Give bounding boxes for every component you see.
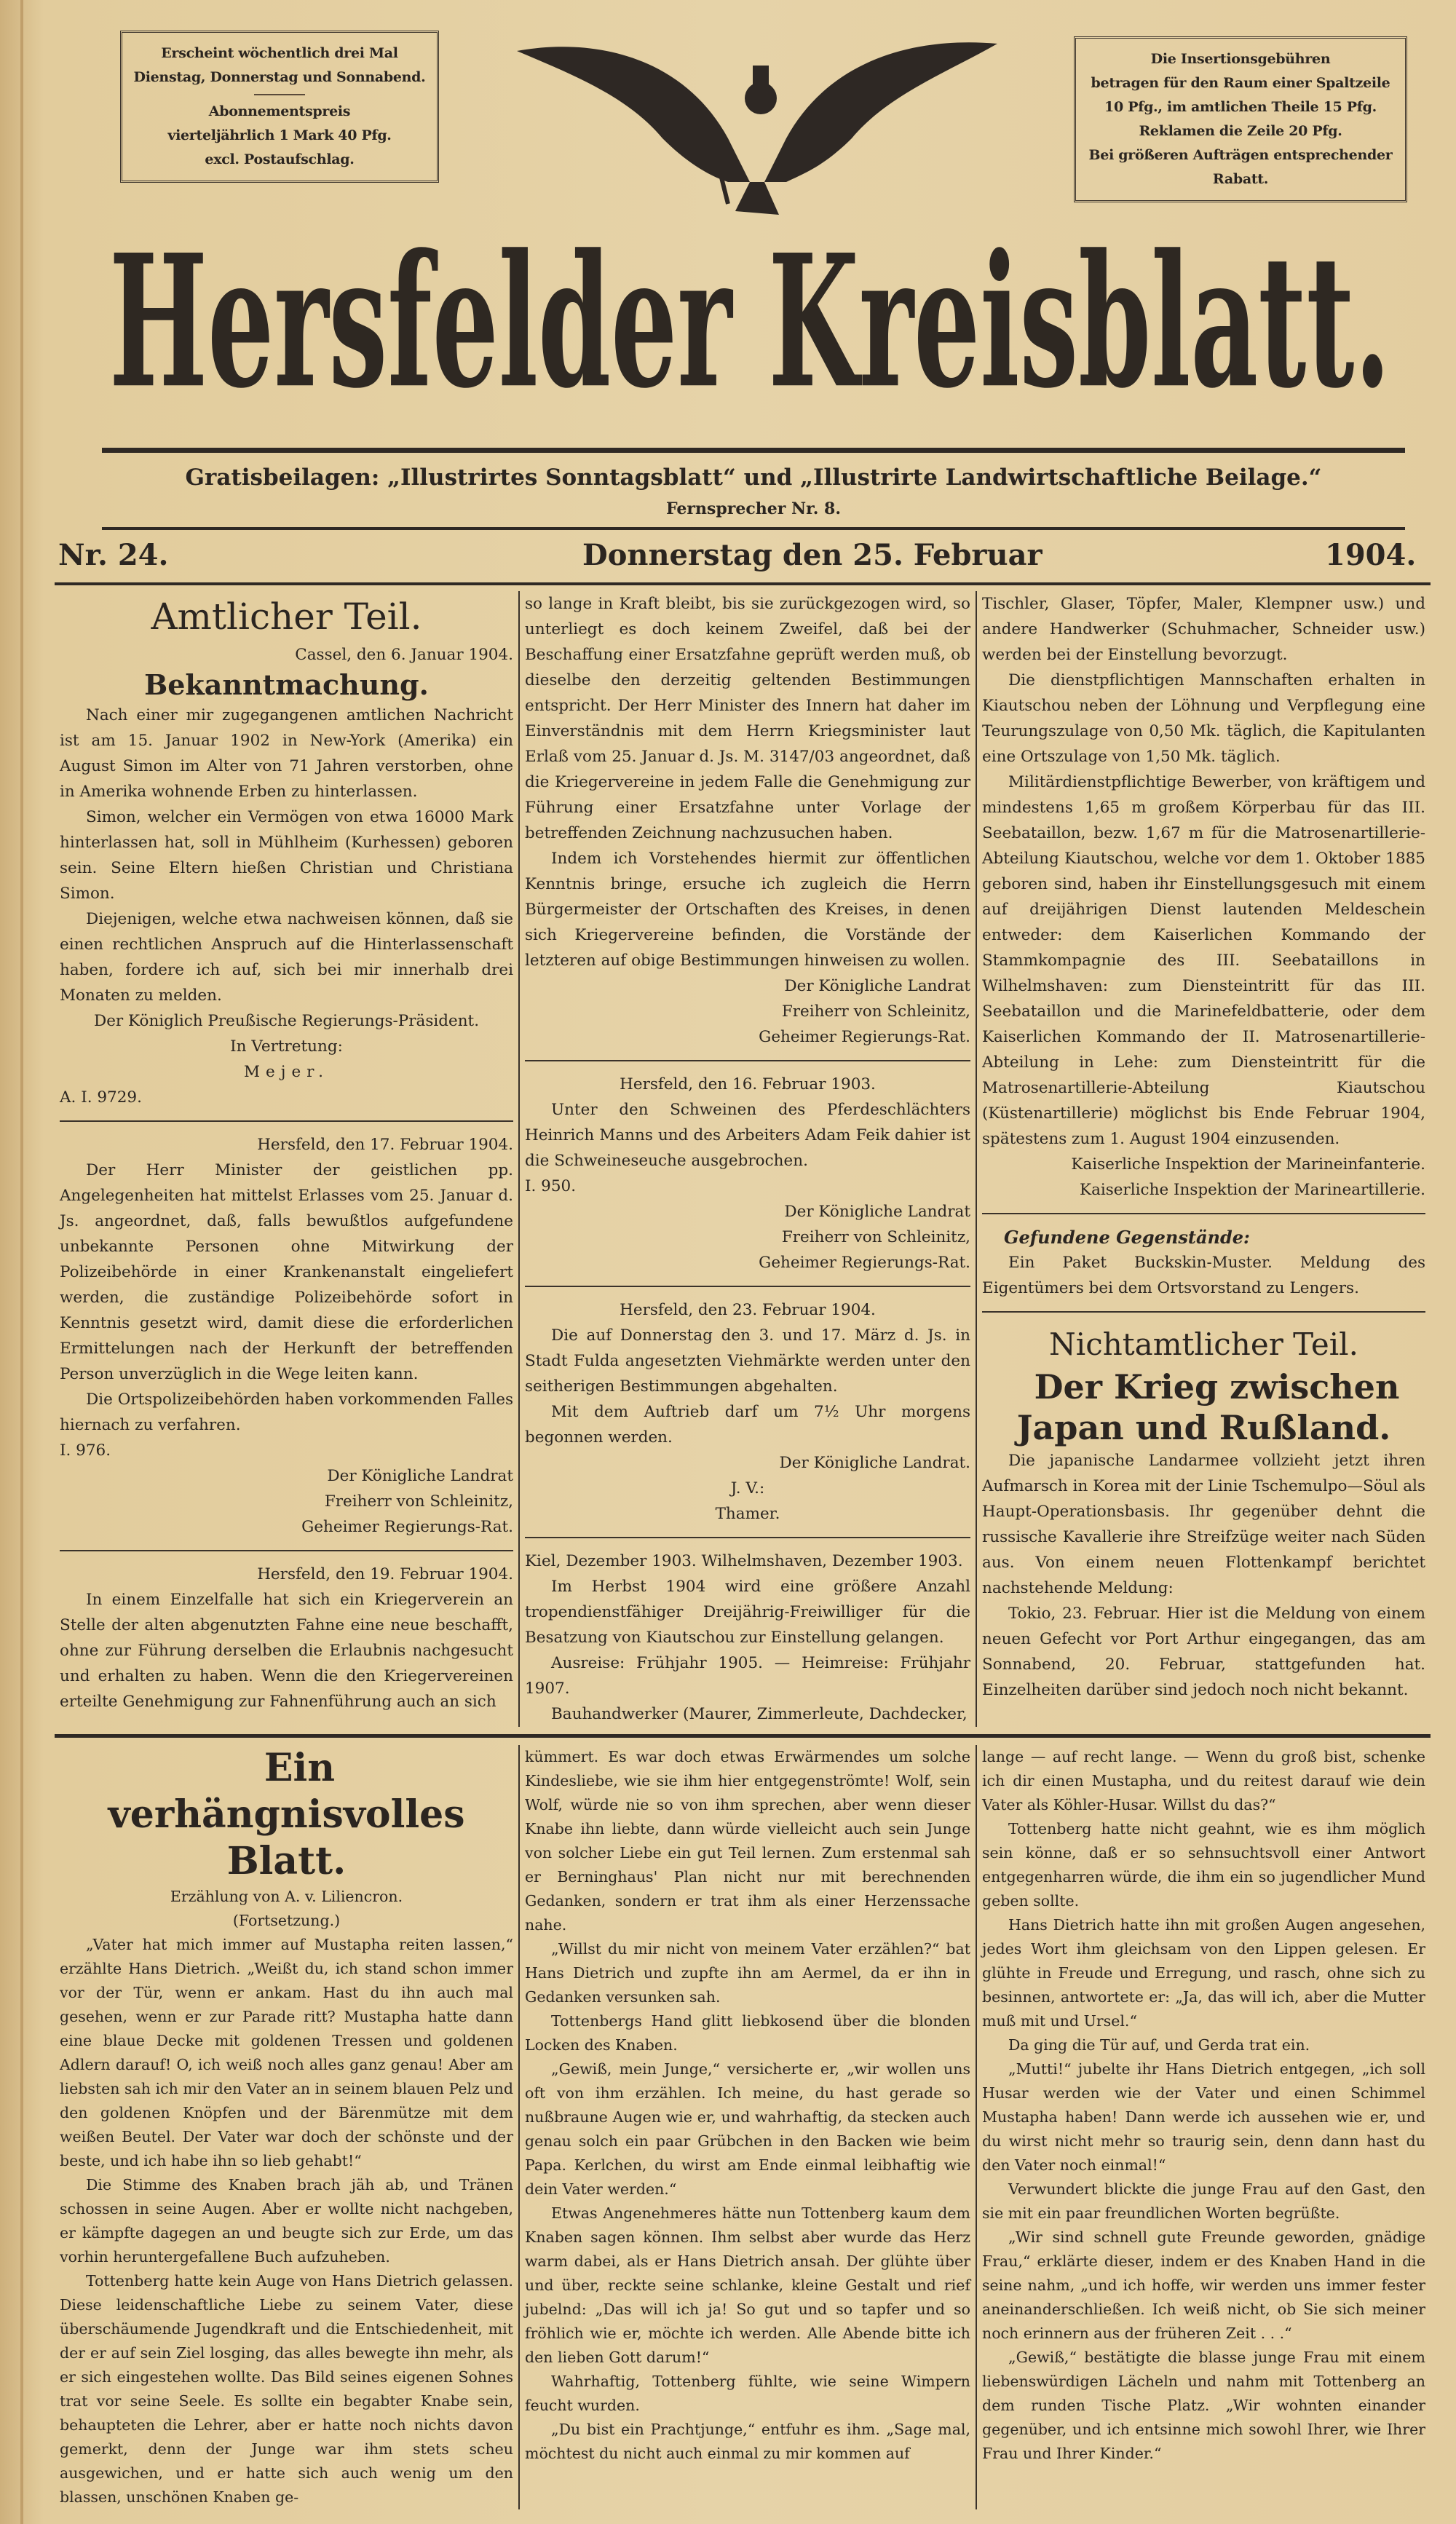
paragraph: Tottenberg hatte nicht geahnt, wie es ihm möglich sein könne, daß er so sehnsuchtsvoll einer Antwort entgegenharren würde, die ihm ein so jugendlicher Mund geben sollte. [982, 1820, 1425, 1910]
signature: Der Königliche Landrat [784, 977, 970, 995]
paragraph: Im Herbst 1904 wird eine größere Anzahl tropendienstfähiger Dreijährig-Freiwilliger für die Besatzung von Kiautschou zur Einstellung gelangen. [525, 1578, 970, 1647]
signature: Kaiserliche Inspektion der Marineartillerie. [1080, 1181, 1425, 1199]
official-column-2 [518, 591, 976, 1727]
box-line: Bei größeren Aufträgen entsprechender [1088, 147, 1393, 163]
signature: Mejer. [244, 1063, 329, 1081]
paragraph: In einem Einzelfalle hat sich ein Kriegerverein an Stelle der alten abgenutzten Fahne eine neue beschafft, ohne zur Führung derselben die Erlaubnis nachgesucht und erhalten zu haben. Wenn die den Kriegervereinen erteilte Genehmigung zur Fahnenführung auch an sich [60, 1591, 513, 1711]
newspaper-title: Hersfelder Kreisblatt. [109, 215, 1391, 430]
paragraph: Ausreise: Frühjahr 1905. — Heimreise: Frühjahr 1907. [525, 1654, 970, 1698]
paragraph: so lange in Kraft bleibt, bis sie zurückgezogen wird, so unterliegt es doch keinem Zweifel, daß bei der Beschaffung einer Ersatzfahne geprüft werden muß, ob dieselbe den derzeitig geltenden Bestimmungen entspricht. Der Herr Minister des Innern hat daher im Einverständnis mit dem Herrn Kriegsminister laut Erlaß vom 25. Januar d. Js. M. 3147/03 angeordnet, daß die Kriegervereine in jedem Falle die Genehmigung zur Führung einer Ersatzfahne unter Vorlage der betreffenden Zeichnung nachzusuchen haben. [525, 595, 970, 842]
box-line: excl. Postaufschlag. [205, 151, 355, 167]
found-items-heading: Gefundene Gegenstände: [1004, 1227, 1250, 1248]
paragraph: Bauhandwerker (Maurer, Zimmerleute, Dachdecker, [551, 1705, 968, 1723]
divider [60, 1550, 513, 1551]
box-line: Abonnementspreis [208, 103, 351, 119]
page-body [55, 0, 1431, 2524]
signature: Der Königliche Landrat [784, 1203, 970, 1221]
paragraph: Tischler, Glaser, Töpfer, Maler, Klempner usw.) und andere Handwerker (Schuhmacher, Schneider usw.) werden bei der Einstellung bevorzugt. [982, 595, 1425, 664]
divider [982, 1311, 1425, 1313]
news-column [976, 591, 1431, 1727]
signature: Freiherr von Schleinitz, [781, 1228, 970, 1246]
box-line: Dienstag, Donnerstag und Sonnabend. [133, 69, 426, 85]
box-line: Reklamen die Zeile 20 Pfg. [1139, 123, 1342, 139]
upper-section [55, 591, 1431, 1727]
box-line: Die Insertionsgebühren [1150, 51, 1331, 67]
paragraph: Die auf Donnerstag den 3. und 17. März d. Js. in Stadt Fulda angesetzten Viehmärkte werden unter den seitherigen Bestimmungen abgehalten. [525, 1326, 970, 1396]
paragraph: Hans Dietrich hatte ihn mit großen Augen angesehen, jedes Wort ihm gleichsam von den Lippen gelesen. Er glühte in Freude und Erregung, und rasch, ohne sich zu besinnen, antwortete er: „Ja, das will ich, aber die Mutter muß mit und Ursel.“ [982, 1916, 1425, 2030]
signature: Geheimer Regierungs-Rat. [759, 1254, 970, 1272]
story-continuation: (Fortsetzung.) [232, 1912, 341, 1929]
issue-year: 1904. [1325, 538, 1417, 572]
box-line: Rabatt. [1212, 171, 1269, 187]
section-heading: Nichtamtlicher Teil. [1049, 1326, 1358, 1362]
dateline: Hersfeld, den 16. Februar 1903. [620, 1075, 876, 1093]
paragraph: „Gewiß,“ bestätigte die blasse junge Frau mit einem liebenswürdigen Lächeln und nahm mit Tottenberg an dem runden Tische Platz. „Wir wohnten einander gegenüber, und ich entsinne mich sowohl Ihrer, wie Ihrer Frau und Ihrer Kinder.“ [982, 2349, 1425, 2462]
notice-title: Bekanntmachung. [144, 668, 429, 701]
paragraph: kümmert. Es war doch etwas Erwärmendes um solche Kindesliebe, wie sie ihm hier entgegenströmte! Wolf, sein Wolf, würde nie so von ihm sprechen, aber wenn dieser Knabe ihn liebte, dann würde vielleicht auch sein Junge von solcher Liebe ein gut Teil lernen. Zum erstenmal sah er Berninghaus' Plan nicht nur mit berechnenden Gedanken, sondern er trat ihm als einer Herzenssache nahe. [525, 1748, 970, 1934]
paragraph: Tottenberg hatte kein Auge von Hans Dietrich gelassen. Diese leidenschaftliche Liebe zu seinem Vater, diese überschäumende Jugendkraft und die Entschiedenheit, mit der er auf sein Ziel losging, das alles bewegte ihn mehr, als er sich eingestehen wollte. Das Bild seines eigenen Sohnes trat vor seine Seele. Es sollte ein begabter Knabe sein, behaupteten die Lehrer, aber er hatte noch nichts davon gemerkt, denn der Junge war ihm stets scheu ausgewichen, und er hatte sich auch wenig um den blassen, unschönen Knaben ge- [60, 2272, 513, 2506]
signature: Freiherr von Schleinitz, [324, 1492, 513, 1511]
paragraph: Indem ich Vorstehendes hiermit zur öffentlichen Kenntnis bringe, ersuche ich zugleich die Herrn Bürgermeister der Ortschaften des Kreises, in denen sich Kriegervereine befinden, die Vorstände der letzteren auf obige Bestimmungen hinweisen zu wollen. [525, 850, 970, 970]
paragraph: Der Herr Minister der geistlichen pp. Angelegenheiten hat mittelst Erlasses vom 25. Januar d. Js. angeordnet, daß, falls bewußtlos aufgefundene unbekannte Personen ohne Mitwirkung der Polizeibehörde in einer Krankenanstalt eingeliefert werden, die zuständige Polizeibehörde sofort in Kenntnis gesetzt wird, damit diese die erforderlichen Ermittelungen nach der Herkunft der betreffenden Person unverzüglich in die Wege leiten kann. [60, 1161, 513, 1383]
paragraph: „Du bist ein Prachtjunge,“ entfuhr es ihm. „Sage mal, möchtest du nicht auch einmal zu mir kommen auf [525, 2421, 970, 2462]
official-column [55, 591, 518, 1727]
box-line: 10 Pfg., im amtlichen Theile 15 Pfg. [1104, 99, 1377, 115]
reference-number: A. I. 9729. [60, 1088, 142, 1107]
paragraph: Etwas Angenehmeres hätte nun Tottenberg kaum dem Knaben sagen können. Ihm selbst aber wurde das Herz warm dabei, als er Hans Dietrich ansah. Der glühte über und über, reckte seine schlanke, kleine Gestalt und rief jubelnd: „Das will ich ja! So gut und so tapfer und so fröhlich wie er, möchte ich werden. Alle Abende bitte ich den lieben Gott darum!“ [525, 2204, 970, 2366]
story-title: Ein verhängnisvolles Blatt. [108, 1746, 465, 1883]
signature: In Vertretung: [230, 1037, 343, 1056]
paragraph: „Wir sind schnell gute Freunde geworden, gnädige Frau,“ erklärte dieser, indem er des Knaben Hand in die seine nahm, „und ich hoffe, wir werden uns immer fester aneinanderschließen. Ich weiß nicht, ob Sie sich meiner noch erinnern aus der früheren Zeit . . .“ [982, 2228, 1425, 2342]
phone-number: Fernsprecher Nr. 8. [666, 499, 841, 518]
paragraph: Simon, welcher ein Vermögen von etwa 16000 Mark hinterlassen hat, soll in Mühlheim (Kurhessen) geboren sein. Seine Eltern hießen Christian und Christiana Simon. [60, 808, 513, 903]
issue-number: Nr. 24. [58, 538, 169, 572]
divider [55, 1734, 1431, 1738]
article-headline: Der Krieg zwischen Japan und Rußland. [1016, 1367, 1400, 1447]
paragraph: Die japanische Landarmee vollzieht jetzt ihren Aufmarsch in Korea mit der Linie Tschemulpo—Söul als Haupt-Operationsbasis. Ihr gegenüber dehnt die russische Kavallerie ihre Streifzüge weiter nach Süden aus. Von einem neuen Flottenkampf berichtet nachstehende Meldung: [982, 1452, 1425, 1597]
paragraph: Unter den Schweinen des Pferdeschlächters Heinrich Manns und des Arbeiters Adam Feik dahier ist die Schweineseuche ausgebrochen. [525, 1101, 970, 1170]
signature: Freiherr von Schleinitz, [781, 1002, 970, 1021]
serial-story-section [55, 1745, 1431, 2509]
paragraph: Die Ortspolizeibehörden haben vorkommenden Falles hiernach zu verfahren. [60, 1390, 513, 1434]
paragraph: lange — auf recht lange. — Wenn du groß bist, schenke ich dir einen Mustapha, und du reitest darauf wie dein Vater als Köhler-Husar. Willst du das?“ [982, 1748, 1425, 1813]
dateline: Hersfeld, den 17. Februar 1904. [257, 1136, 513, 1154]
signature: Der Königlich Preußische Regierungs-Präsident. [93, 1012, 480, 1030]
paragraph: Ein Paket Buckskin-Muster. Meldung des Eigentümers bei dem Ortsvorstand zu Lengers. [982, 1254, 1425, 1297]
signature: Thamer. [715, 1505, 780, 1523]
page-fold [20, 0, 23, 2524]
serial-story-column-1 [55, 1745, 518, 2509]
supplements-line: Gratisbeilagen: „Illustrirtes Sonntagsblatt“ und „Illustrirte Landwirtschaftliche Beilage.“ [185, 464, 1322, 491]
section-heading: Amtlicher Teil. [151, 596, 422, 638]
box-line: Erscheint wöchentlich drei Mal [161, 45, 398, 61]
paragraph: Da ging die Tür auf, und Gerda trat ein. [1008, 2036, 1310, 2054]
serial-story-column-3 [976, 1745, 1431, 2509]
dateline: Kiel, Dezember 1903. Wilhelmshaven, Dezember 1903. [525, 1552, 963, 1570]
paragraph: Wahrhaftig, Tottenberg fühlte, wie seine Wimpern feucht wurden. [525, 2373, 970, 2414]
reference-number: I. 950. [525, 1177, 577, 1195]
signature: Der Königliche Landrat. [779, 1454, 970, 1472]
issue-date: Donnerstag den 25. Februar [582, 538, 1042, 572]
paragraph: Mit dem Auftrieb darf um 7½ Uhr morgens begonnen werden. [525, 1403, 970, 1447]
paragraph: Militärdienstpflichtige Bewerber, von kräftigem und mindestens 1,65 m großem Körperbau für das III. Seebataillon, bezw. 1,67 m für die Matrosenartillerie-Abteilung Kiautschou, welche vor dem 1. Oktober 1885 geboren sind, haben ihr Einstellungsgesuch mit einem auf dreijährigen Dienst lautenden Meldeschein entweder: dem Kaiserlichen Kommando der Stammkompagnie des III. Seebataillons in Wilhelmshaven: zum Diensteintritt für das III. Seebataillon und die Marinefeldbatterie, oder dem Kaiserlichen Kommando der II. Matrosenartillerie-Abteilung in Lehe: zum Diensteintritt für die Matrosenartillerie-Abteilung Kiautschou (Küstenartillerie) möglichst bis Ende Februar 1904, spätestens zum 1. August 1904 einzusenden. [982, 773, 1425, 1148]
dateline: Hersfeld, den 23. Februar 1904. [620, 1301, 876, 1319]
reference-number: I. 976. [60, 1441, 111, 1460]
signature: Geheimer Regierungs-Rat. [301, 1518, 513, 1536]
paragraph: Die dienstpflichtigen Mannschaften erhalten in Kiautschou neben der Löhnung und Verpflegung eine Teurungszulage von 0,50 Mk. täglich, die Kapitulanten eine Ortszulage von 1,50 Mk. täglich. [982, 671, 1425, 766]
paragraph: „Vater hat mich immer auf Mustapha reiten lassen,“ erzählte Hans Dietrich. „Weißt du, ich stand schon immer vor der Tür, wenn er ankam. Hast du ihn auch mal gesehen, wenn er zur Parade ritt? Mustapha hatte dann eine blaue Decke mit goldenen Tressen und goldenen Adlern darauf! O, ich weiß noch alles ganz genau! Aber am liebsten sah ich mir den Vater an in seinem blauen Pelz und den goldenen Knöpfen und der Bärenmütze mit dem weißen Beutel. Der Vater war doch der schönste und der beste, und ich habe ihn so lieb gehabt!“ [60, 1936, 513, 2169]
signature: Der Königliche Landrat [327, 1467, 513, 1485]
paragraph: „Willst du mir nicht von meinem Vater erzählen?“ bat Hans Dietrich und zupfte ihn am Aermel, da er ihn in Gedanken versunken sah. [525, 1940, 970, 2006]
paragraph: „Mutti!“ jubelte ihr Hans Dietrich entgegen, „ich soll Husar werden wie der Vater und einen Schimmel Mustapha haben! Dann werde ich aussehen wie er, und du wirst nicht mehr so traurig sein, denn dann hast du den Vater noch einmal!“ [982, 2060, 1425, 2174]
divider [525, 1537, 970, 1538]
signature: J. V.: [730, 1479, 765, 1498]
signature: Geheimer Regierungs-Rat. [759, 1028, 970, 1046]
box-line: betragen für den Raum einer Spaltzeile [1091, 75, 1390, 91]
paragraph: Tottenbergs Hand glitt liebkosend über die blonden Locken des Knaben. [525, 2012, 970, 2054]
paragraph: Die Stimme des Knaben brach jäh ab, und Tränen schossen in seine Augen. Aber er wollte nicht nachgeben, er kämpfte dagegen an und beugte sich zur Erde, um das vorhin heruntergefallene Buch aufzuheben. [60, 2176, 513, 2266]
divider [982, 1213, 1425, 1214]
story-byline: Erzählung von A. v. Liliencron. [170, 1888, 403, 1905]
divider [525, 1286, 970, 1287]
paragraph: Diejenigen, welche etwa nachweisen können, daß sie einen rechtlichen Anspruch auf die Hinterlassenschaft haben, fordere ich auf, sich bei mir innerhalb drei Monaten zu melden. [60, 910, 513, 1005]
signature: Kaiserliche Inspektion der Marineinfanterie. [1071, 1155, 1425, 1174]
dateline: Hersfeld, den 19. Februar 1904. [257, 1565, 513, 1583]
divider [525, 1060, 970, 1061]
paragraph: Verwundert blickte die junge Frau auf den Gast, den sie mit ein paar freundlichen Worten begrüßte. [982, 2180, 1425, 2222]
paragraph: Tokio, 23. Februar. Hier ist die Meldung von einem neuen Gefecht vor Port Arthur eingegangen, das am Sonnabend, 20. Februar, stattgefunden hat. Einzelheiten darüber sind jedoch noch nicht bekannt. [982, 1605, 1425, 1699]
dateline: Cassel, den 6. Januar 1904. [295, 646, 513, 664]
paragraph: Nach einer mir zugegangenen amtlichen Nachricht ist am 15. Januar 1902 in New-York (Amerika) ein August Simon im Alter von 71 Jahren verstorben, ohne in Amerika wohnende Erben zu hinterlassen. [60, 706, 513, 801]
box-line: vierteljährlich 1 Mark 40 Pfg. [167, 127, 392, 143]
paragraph: „Gewiß, mein Junge,“ versicherte er, „wir wollen uns oft von ihm erzählen. Ich meine, du hast gerade so nußbraune Augen wie er, und wahrhaftig, da stecken auch genau solch ein paar Grübchen in den Backen wie beim Papa. Kerlchen, du wirst am Ende einmal leibhaftig wie dein Vater werden.“ [525, 2060, 970, 2198]
divider [60, 1120, 513, 1122]
serial-story-column-2 [518, 1745, 976, 2509]
